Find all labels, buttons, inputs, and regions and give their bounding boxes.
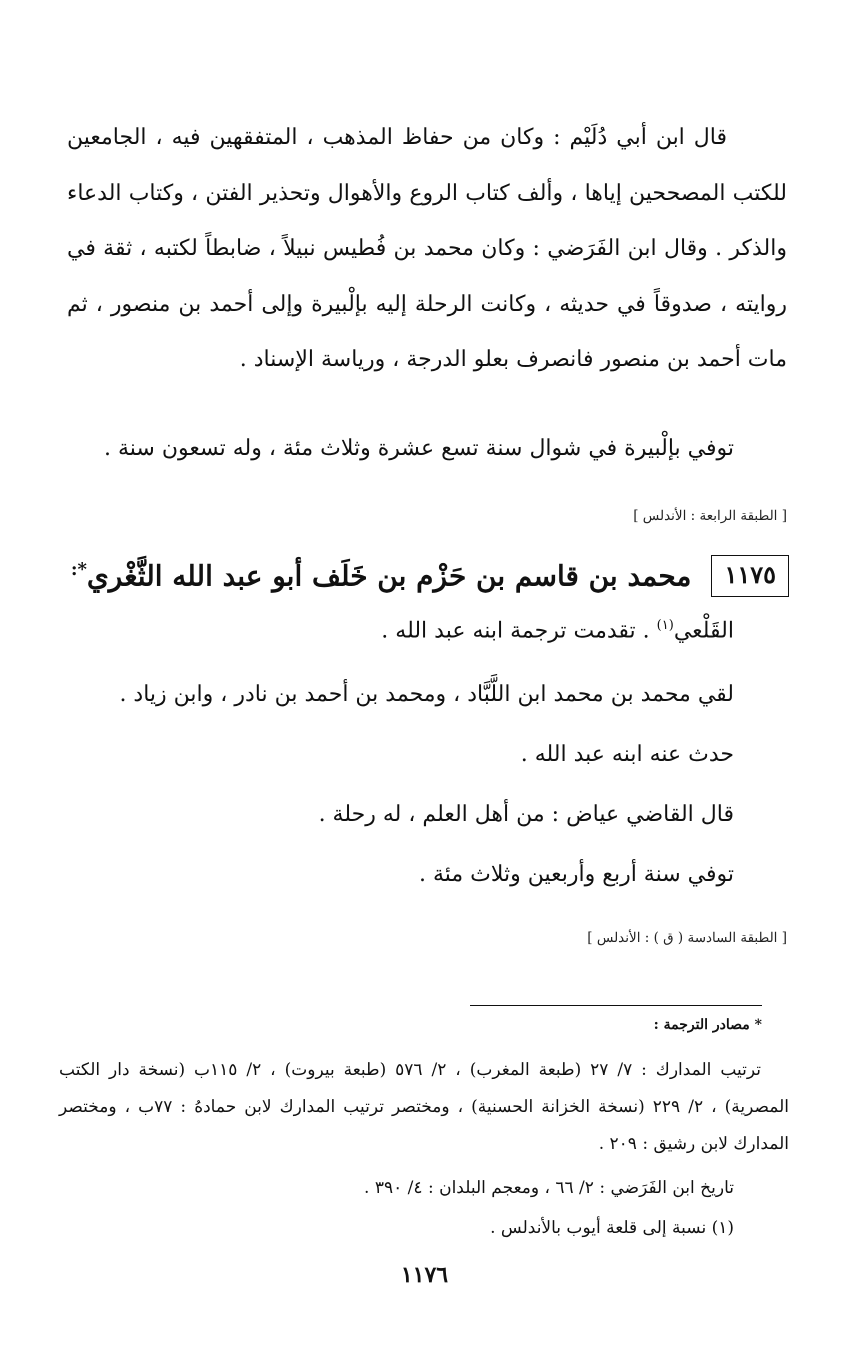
entry-title-mark: *: (70, 559, 87, 581)
footnote-note-1: (١) نسبة إلى قلعة أيوب بالأندلس . (490, 1218, 734, 1238)
footnote-separator (470, 1005, 762, 1006)
entry-title-text: محمد بن قاسم بن حَزْم بن خَلَف أبو عبد الله الثَّغْري (86, 559, 692, 593)
entry-line-3: حدث عنه ابنه عبد الله . (520, 742, 734, 767)
entry-number-box: ١١٧٥ (711, 555, 789, 597)
entry-line-5: توفي سنة أربع وأربعين وثلاث مئة . (418, 862, 734, 887)
footnote-ref-1: (١) (656, 618, 674, 633)
footnote-sources-1: ترتيب المدارك : ٧/ ٢٧ (طبعة المغرب) ، ٢/ ٥٧٦ (طبعة بيروت) ، ٢/ ١١٥ب (نسخة دار الكتب المصرية) ، ٢/ ٢٢٩ (نسخة الخزانة الحسنية) ، ومختصر ترتيب المدارك لابن حمادهُ : ٧٧ب ، ومختصر المدارك لابن رشيق : ٢٠٩ . (59, 1060, 789, 1154)
source-reference-2: [ الطبقة السادسة ( ق ) : الأندلس ] (587, 930, 787, 946)
footnote-heading: * مصادر الترجمة : (653, 1017, 762, 1033)
entry-nisba: القَلْعي (673, 618, 734, 644)
entry-line-4: قال القاضي عياض : من أهل العلم ، له رحلة . (318, 802, 734, 827)
source-reference-1: [ الطبقة الرابعة : الأندلس ] (633, 508, 787, 524)
footnote-sources-2: تاريخ ابن الفَرَضي : ٢/ ٦٦ ، ومعجم البلدان : ٤/ ٣٩٠ . (364, 1178, 734, 1198)
entry-line-2: لقي محمد بن محمد ابن اللَّبَّاد ، ومحمد بن أحمد بن نادر ، وابن زياد . (119, 682, 734, 707)
paragraph-1: قال ابن أبي دُلَيْم : وكان من حفاظ المذهب ، المتفقهين فيه ، الجامعين للكتب المصححين إياها ، وألف كتاب الروع والأهوال وتحذير الفتن ، وكتاب الدعاء والذكر . وقال ابن الفَرَضي : وكان محمد بن فُطيس نبيلاً ، ضابطاً لكتبه ، ثقة في روايته ، صدوقاً في حديثه ، وكانت الرحلة إليه بإلْبيرة وإلى أحمد بن منصور ، ثم مات أحمد بن منصور فانصرف بعلو الدرجة ، ورياسة الإسناد . (67, 125, 787, 372)
paragraph-2: توفي بإلْبيرة في شوال سنة تسع عشرة وثلاث مئة ، وله تسعون سنة . (104, 436, 734, 461)
entry-heading (59, 548, 789, 604)
entry-title (71, 559, 692, 592)
page-number: ١١٧٦ (400, 1262, 449, 1288)
entry-line-1-rest: . تقدمت ترجمة ابنه عبد الله . (381, 618, 650, 644)
entry-line-1 (54, 618, 734, 643)
